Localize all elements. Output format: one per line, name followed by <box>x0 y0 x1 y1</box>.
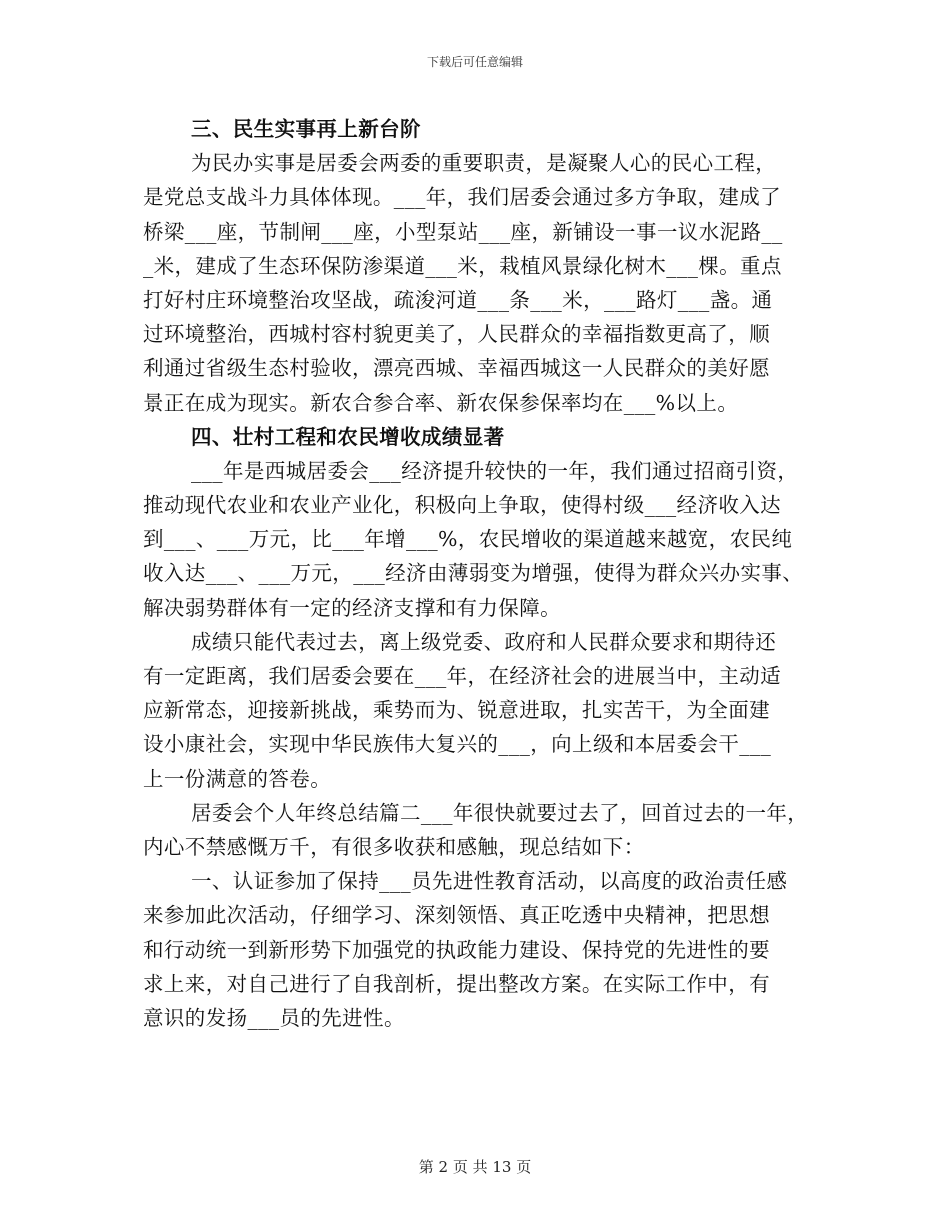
text-line: 内心不禁感慨万千，有很多收获和感触，现总结如下： <box>143 834 645 859</box>
page-footer: 第 2 页 共 13 页 <box>418 1158 532 1176</box>
section-heading: 三、民生实事再上新台阶 <box>191 117 421 141</box>
text-line: 解决弱势群体有一定的经济支撑和有力保障。 <box>143 595 561 620</box>
text-line: 和行动统一到新形势下加强党的执政能力建设、保持党的先进性的要 <box>143 937 770 962</box>
text-line: 应新常态，迎接新挑战，乘势而为、锐意进取，扎实苦干，为全面建 <box>143 698 770 723</box>
page-header: 下载后可任意编辑 <box>426 55 523 69</box>
document-body <box>143 112 811 1035</box>
text-line: 设小康社会，实现中华民族伟大复兴的___，向上级和本居委会干___ <box>143 732 772 757</box>
text-line: ___年是西城居委会___经济提升较快的一年，我们通过招商引资， <box>191 458 799 483</box>
text-line: 成绩只能代表过去，离上级党委、政府和人民群众要求和期待还 <box>191 629 777 654</box>
text-line: 一、认证参加了保持___员先进性教育活动，以高度的政治责任感 <box>191 869 788 894</box>
text-line: 打好村庄环境整治攻坚战，疏浚河道___条___米，___路灯___盏。通 <box>143 287 773 312</box>
text-line: 过环境整治，西城村容村貌更美了，人民群众的幸福指数更高了，顺 <box>143 322 770 347</box>
text-line: 桥梁___座，节制闸___座，小型泵站___座，新铺设一事一议水泥路__ <box>143 219 783 244</box>
text-line: 有一定距离，我们居委会要在___年，在经济社会的进展当中，主动适 <box>143 664 782 688</box>
text-line: 为民办实事是居委会两委的重要职责，是凝聚人心的民心工程， <box>191 151 777 176</box>
text-line: 推动现代农业和农业产业化，积极向上争取，使得村级___经济收入达 <box>143 493 782 518</box>
text-line: 上一份满意的答卷。 <box>143 766 332 791</box>
text-line: 利通过省级生态村验收，漂亮西城、幸福西城这一人民群众的美好愿 <box>143 356 770 381</box>
text-line: _米，建成了生态环保防渗渠道___米，栽植风景绿化树木___棵。重点 <box>143 253 782 278</box>
text-line: 来参加此次活动，仔细学习、深刻领悟、真正吃透中央精神，把思想 <box>143 903 770 928</box>
text-line: 景正在成为现实。新农合参合率、新农保参保率均在___%以上。 <box>143 390 739 415</box>
text-line: 到___、___万元，比___年增___%，农民增收的渠道越来越宽，农民纯 <box>143 527 793 552</box>
text-line: 求上来，对自己进行了自我剖析，提出整改方案。在实际工作中，有 <box>143 971 770 996</box>
text-line: 意识的发扬___员的先进性。 <box>143 1005 405 1030</box>
section-heading: 四、壮村工程和农民增收成绩显著 <box>191 424 505 449</box>
text-line: 是党总支战斗力具体体现。___年，我们居委会通过多方争取，建成了 <box>143 185 782 210</box>
text-line: 居委会个人年终总结篇二___年很快就要过去了，回首过去的一年， <box>191 800 809 825</box>
text-line: 收入达___、___万元，___经济由薄弱变为增强，使得为群众兴办实事、 <box>143 561 804 586</box>
